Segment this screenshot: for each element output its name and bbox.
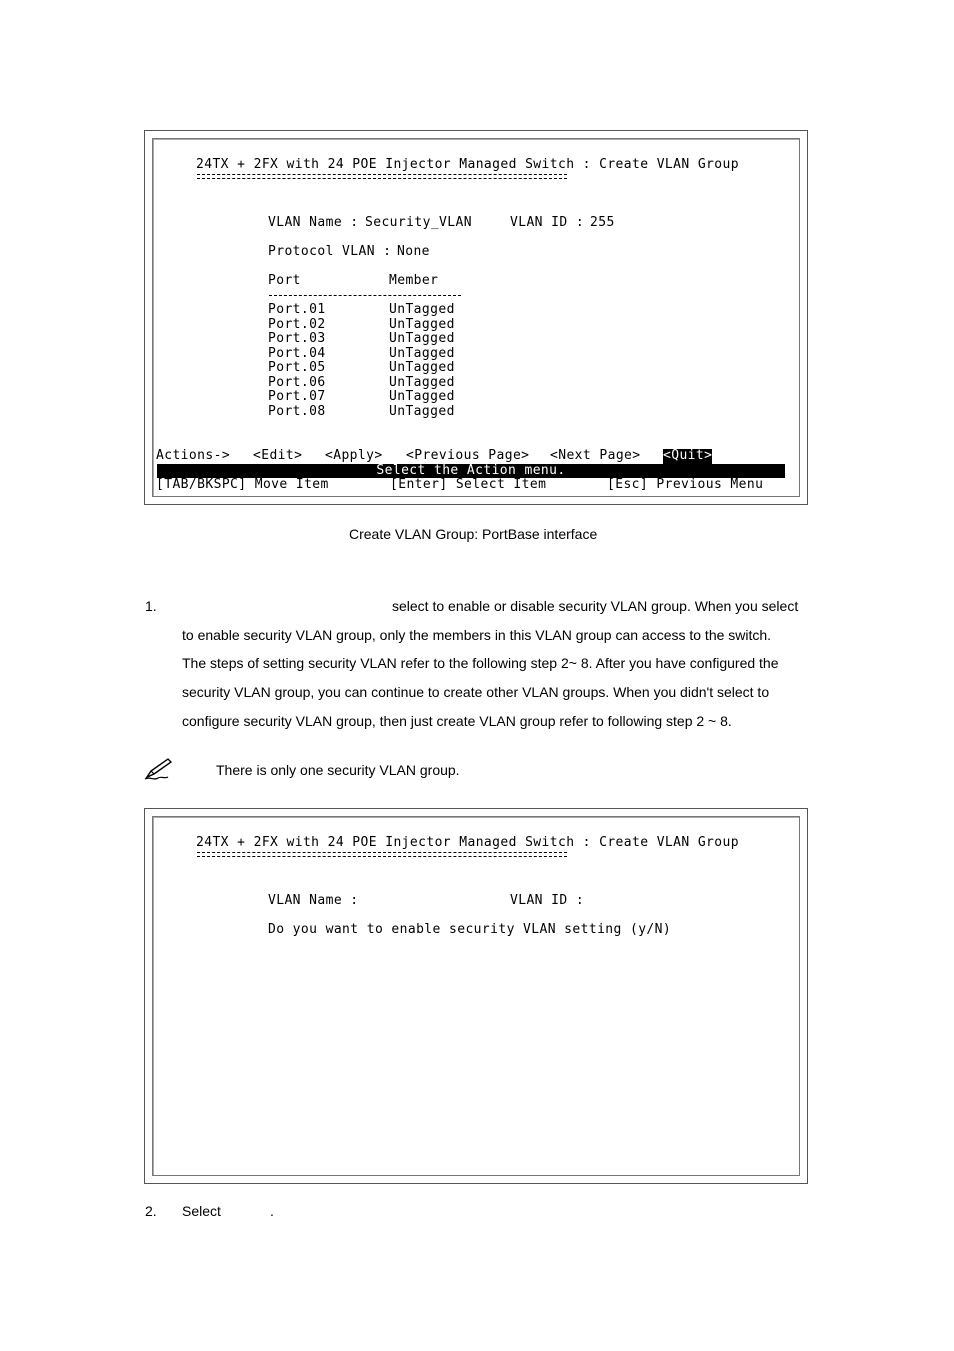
table-row [268, 303, 488, 318]
edit-button[interactable]: <Edit> [253, 448, 303, 463]
step-1-line-1: select to enable or disable security VLAN group. When you select [392, 598, 799, 614]
note-text: There is only one security VLAN group. [216, 762, 460, 778]
port-cell: Port.02 [268, 316, 326, 332]
terminal-inner-frame [152, 816, 800, 1176]
port-cell: Port.06 [268, 374, 326, 390]
previous-page-button[interactable]: <Previous Page> [406, 448, 530, 463]
protocol-vlan-label: Protocol VLAN : [268, 244, 400, 259]
screen-title: 24TX + 2FX with 24 POE Injector Managed Switch : Create VLAN Group [196, 157, 739, 172]
table-row [268, 405, 488, 420]
quit-button[interactable]: <Quit> [663, 448, 713, 463]
pencil-note-icon [144, 757, 174, 781]
step-1-line-5: configure security VLAN group, then just create VLAN group refer to following step 2 ~ 8. [182, 713, 732, 729]
table-row [268, 332, 488, 347]
step-1-line-4: security VLAN group, you can continue to create other VLAN groups. When you didn't select to [182, 684, 770, 700]
table-row [268, 318, 488, 333]
step-1-line-3: The steps of setting security VLAN refer to the following step 2~ 8. After you have configured the [182, 655, 779, 671]
port-cell: Port.01 [268, 302, 326, 317]
terminal-screen-security-prompt [144, 808, 808, 1184]
step-1-number: 1. [145, 598, 157, 614]
step-2-text: Select [182, 1203, 221, 1219]
vlan-id-label: VLAN ID : [510, 215, 593, 230]
port-member-table [268, 303, 488, 419]
member-cell[interactable]: UnTagged [389, 374, 455, 390]
table-row [268, 376, 488, 391]
title-underline [197, 174, 567, 179]
port-cell: Port.07 [268, 389, 326, 404]
vlan-name-label: VLAN Name : [268, 893, 359, 908]
security-vlan-prompt[interactable]: Do you want to enable security VLAN setting (y/N) [268, 922, 672, 937]
status-bar: Select the Action menu. [157, 464, 785, 478]
protocol-vlan-field[interactable]: None [397, 244, 430, 259]
help-move-item: [TAB/BKSPC] Move Item [156, 477, 329, 492]
member-cell[interactable]: UnTagged [389, 316, 455, 332]
apply-button[interactable]: <Apply> [325, 448, 383, 463]
next-page-button[interactable]: <Next Page> [550, 448, 641, 463]
vlan-name-field[interactable]: Security_VLAN [365, 215, 472, 230]
member-cell[interactable]: UnTagged [389, 360, 455, 375]
member-cell[interactable]: UnTagged [389, 302, 455, 317]
figure-caption: Create VLAN Group: PortBase interface [349, 526, 598, 542]
port-cell: Port.03 [268, 331, 326, 346]
table-row [268, 390, 488, 405]
step-2-number: 2. [145, 1203, 157, 1219]
table-row [268, 361, 488, 376]
screen-title: 24TX + 2FX with 24 POE Injector Managed Switch : Create VLAN Group [196, 835, 739, 850]
vlan-id-label: VLAN ID : [510, 893, 585, 908]
port-cell: Port.04 [268, 345, 326, 361]
port-cell: Port.05 [268, 360, 326, 375]
help-select-item: [Enter] Select Item [390, 477, 547, 492]
vlan-name-label: VLAN Name : [268, 215, 367, 230]
terminal-screen-create-vlan-portbase [144, 130, 808, 505]
port-cell: Port.08 [268, 403, 326, 419]
actions-label: Actions-> [156, 448, 231, 463]
vlan-id-field[interactable]: 255 [590, 215, 615, 230]
help-previous-menu: [Esc] Previous Menu [607, 477, 764, 492]
title-underline [197, 852, 567, 857]
member-cell[interactable]: UnTagged [389, 331, 455, 346]
header-divider [269, 295, 461, 296]
column-header-port: Port [268, 273, 301, 288]
column-header-member: Member [389, 273, 439, 288]
table-row [268, 347, 488, 362]
step-1-line-2: to enable security VLAN group, only the members in this VLAN group can access to the switch. [182, 627, 772, 643]
member-cell[interactable]: UnTagged [389, 403, 455, 419]
member-cell[interactable]: UnTagged [389, 389, 455, 404]
step-2-dot: . [270, 1203, 274, 1219]
member-cell[interactable]: UnTagged [389, 345, 455, 361]
